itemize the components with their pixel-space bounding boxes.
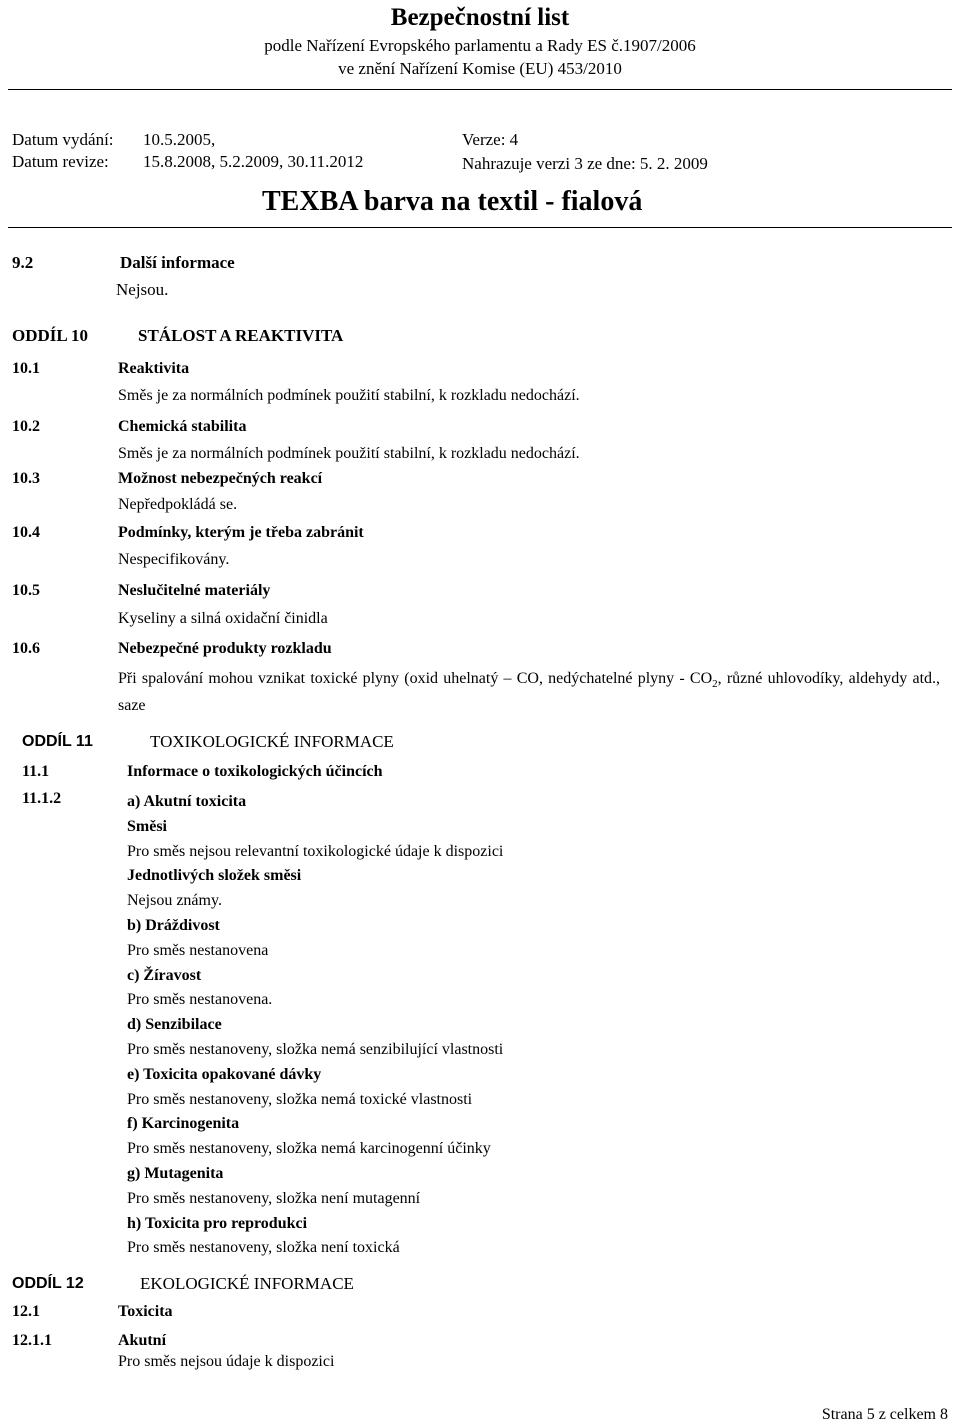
s11-1-2-content — [127, 790, 503, 1261]
s10-6-subscript: 2 — [712, 678, 718, 691]
mixture-heading: Směsi — [127, 817, 167, 835]
s10-2-number: 10.2 — [12, 418, 40, 435]
components-text: Nejsou známy. — [127, 892, 222, 910]
s10-3-text: Nepředpokládá se. — [118, 496, 238, 513]
s10-4-number: 10.4 — [12, 524, 40, 541]
s11-1-number: 11.1 — [22, 763, 50, 780]
mutagenicity-text: Pro směs nestanoveny, složka není mutagenní — [127, 1189, 421, 1207]
s10-6-title: Nebezpečné produkty rozkladu — [118, 640, 332, 657]
s10-5-text: Kyseliny a silná oxidační činidla — [118, 610, 328, 627]
s12-1-title: Toxicita — [118, 1303, 173, 1320]
s9-2-number: 9.2 — [12, 253, 34, 272]
sensitization-heading: d) Senzibilace — [127, 1016, 222, 1034]
s10-6-number: 10.6 — [12, 640, 40, 657]
reproductive-toxicity-text: Pro směs nestanoveny, složka není toxická — [127, 1239, 400, 1257]
section-10-label: ODDÍL 10 — [12, 326, 89, 345]
mutagenicity-heading: g) Mutagenita — [127, 1164, 224, 1182]
carcinogenicity-text: Pro směs nestanoveny, složka nemá karcinogenní účinky — [127, 1140, 491, 1158]
s10-1-number: 10.1 — [12, 360, 40, 377]
section-12-title: EKOLOGICKÉ INFORMACE — [140, 1274, 354, 1293]
page-number: Strana 5 z celkem 8 — [821, 1406, 948, 1423]
s10-5-title: Neslučitelné materiály — [118, 582, 271, 599]
section-12-label: ODDÍL 12 — [12, 1275, 84, 1292]
s10-5-number: 10.5 — [12, 582, 40, 599]
components-heading: Jednotlivých složek směsi — [127, 867, 302, 885]
s10-6-text-part-1: Při spalování mohou vznikat toxické plyny (oxid uhelnatý – CO, nedýchatelné plyny - CO — [118, 670, 713, 687]
s10-2-title: Chemická stabilita — [118, 418, 247, 435]
irritation-text: Pro směs nestanovena — [127, 941, 269, 959]
issue-date-label: Datum vydání: — [12, 130, 114, 149]
header-top-rule — [8, 89, 952, 90]
sensitization-text: Pro směs nestanoveny, složka nemá senzibilující vlastnosti — [127, 1040, 504, 1058]
irritation-heading: b) Dráždivost — [127, 916, 220, 934]
revision-date-label: Datum revize: — [12, 152, 109, 171]
s10-6-text — [118, 668, 940, 716]
s12-1-1-title: Akutní — [118, 1332, 167, 1349]
s11-1-2-number: 11.1.2 — [22, 790, 62, 807]
s12-1-1-text: Pro směs nejsou údaje k dispozici — [118, 1353, 335, 1370]
s10-1-title: Reaktivita — [118, 360, 190, 377]
reproductive-toxicity-heading: h) Toxicita pro reprodukci — [127, 1214, 308, 1232]
s9-2-text: Nejsou. — [116, 280, 169, 299]
s12-1-number: 12.1 — [12, 1303, 40, 1320]
s10-2-text: Směs je za normálních podmínek použití stabilní, k rozkladu nedochází. — [118, 445, 580, 462]
revision-date-value: 15.8.2008, 5.2.2009, 30.11.2012 — [143, 152, 364, 171]
corrosivity-text: Pro směs nestanovena. — [127, 991, 273, 1009]
header-bottom-rule — [8, 227, 952, 228]
s10-3-number: 10.3 — [12, 470, 40, 487]
version: Verze: 4 — [462, 130, 519, 149]
s10-3-title: Možnost nebezpečných reakcí — [118, 470, 323, 487]
regulation-line-1: podle Nařízení Evropského parlamentu a Rady ES č.1907/2006 — [264, 36, 696, 55]
s10-1-text: Směs je za normálních podmínek použití stabilní, k rozkladu nedochází. — [118, 387, 580, 404]
replaces-version: Nahrazuje verzi 3 ze dne: 5. 2. 2009 — [462, 154, 708, 173]
regulation-line-2: ve znění Nařízení Komise (EU) 453/2010 — [338, 59, 622, 78]
acute-toxicity-heading: a) Akutní toxicita — [127, 793, 247, 810]
mixture-text: Pro směs nejsou relevantní toxikologické údaje k dispozici — [127, 842, 504, 860]
repeated-dose-text: Pro směs nestanoveny, složka nemá toxické vlastnosti — [127, 1090, 473, 1108]
issue-date-value: 10.5.2005, — [143, 130, 216, 149]
section-11-label: ODDÍL 11 — [22, 733, 93, 750]
section-11-title: TOXIKOLOGICKÉ INFORMACE — [150, 732, 394, 751]
s10-6-text-part-2: , různé uhlovodíky, aldehydy atd., saze — [118, 670, 941, 715]
section-10-title: STÁLOST A REAKTIVITA — [138, 326, 344, 345]
s10-4-title: Podmínky, kterým je třeba zabránit — [118, 524, 364, 541]
s10-4-text: Nespecifikovány. — [118, 551, 230, 568]
carcinogenicity-heading: f) Karcinogenita — [127, 1115, 240, 1133]
s12-1-1-number: 12.1.1 — [12, 1332, 52, 1349]
s9-2-title: Další informace — [120, 253, 235, 272]
document-title: Bezpečnostní list — [390, 4, 570, 31]
corrosivity-heading: c) Žíravost — [127, 966, 202, 984]
repeated-dose-heading: e) Toxicita opakované dávky — [127, 1065, 322, 1083]
product-name: TEXBA barva na textil - fialová — [262, 186, 643, 217]
s11-1-title: Informace o toxikologických účincích — [127, 763, 383, 780]
